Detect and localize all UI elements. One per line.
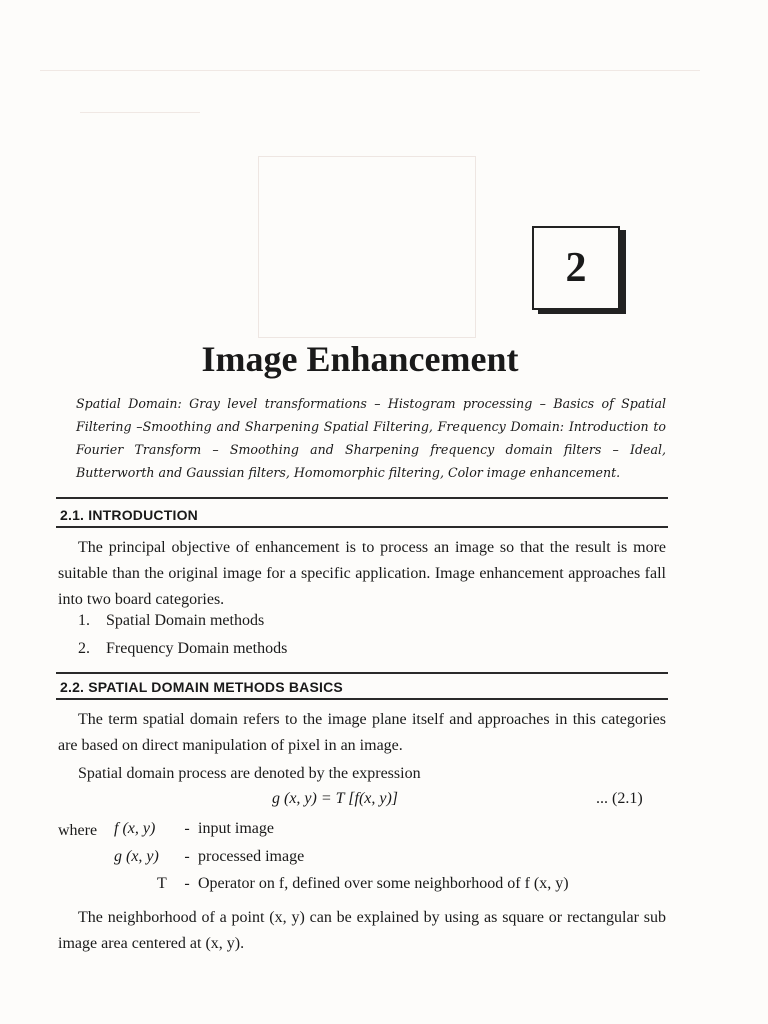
definition-dash: - xyxy=(184,848,190,865)
spatial-paragraph-2: Spatial domain process are denoted by the expression xyxy=(78,765,421,782)
intro-paragraph: The principal objective of enhancement is to process an image so that the result is more suitable than the original image for a specific application. Image enhancement approaches fall into two board categories. xyxy=(58,539,666,608)
list-item-text: Spatial Domain methods xyxy=(106,612,265,629)
section-heading-introduction: 2.1. INTRODUCTION xyxy=(60,507,198,523)
list-item-number: 2. xyxy=(78,640,90,657)
definition-row xyxy=(114,820,274,838)
chapter-title: Image Enhancement xyxy=(201,339,519,379)
section-rule-top xyxy=(56,672,668,674)
definition-symbol: f (x, y) xyxy=(114,820,156,837)
list-item xyxy=(78,640,287,658)
equation: g (x, y) = T [f(x, y)] xyxy=(272,790,399,807)
where-label: where xyxy=(58,822,98,839)
spatial-paragraph-1: The term spatial domain refers to the image plane itself and approaches in this categories are based on direct manipulation of pixel in an image. xyxy=(58,711,666,754)
definition-meaning: processed image xyxy=(198,848,305,865)
bleed-through-line xyxy=(40,70,700,71)
definition-symbol: g (x, y) xyxy=(114,848,159,865)
list-item xyxy=(78,612,264,630)
section-rule-bottom xyxy=(56,526,668,528)
definition-dash: - xyxy=(184,820,190,837)
section-rule-top xyxy=(56,497,668,499)
section-heading-spatial-domain: 2.2. SPATIAL DOMAIN METHODS BASICS xyxy=(60,679,343,695)
equation-number: ... (2.1) xyxy=(596,790,643,807)
chapter-number: 2 xyxy=(565,245,587,291)
list-item-number: 1. xyxy=(78,612,90,629)
definition-meaning: Operator on f, defined over some neighborhood of f (x, y) xyxy=(198,875,569,892)
definition-meaning: input image xyxy=(198,820,274,837)
definition-row xyxy=(114,848,304,866)
section-rule-bottom xyxy=(56,698,668,700)
spatial-paragraph-3: The neighborhood of a point (x, y) can be explained by using as square or rectangular sub image area centered at (x, y). xyxy=(58,909,666,952)
list-item-text: Frequency Domain methods xyxy=(106,640,288,657)
definition-dash: - xyxy=(184,875,190,892)
chapter-number-box xyxy=(532,226,620,310)
bleed-through-line xyxy=(80,112,200,113)
definition-symbol: T xyxy=(157,875,167,892)
bleed-through-figure xyxy=(258,156,476,338)
definition-row xyxy=(157,875,569,893)
chapter-abstract: Spatial Domain: Gray level transformations – Histogram processing – Basics of Spatial Filtering –Smoothing and Sharpening Spatial Filtering, Frequency Domain: Introduction to Fourier Transform – Smoothing and Sharpening frequency domain filters – Ideal, Butterworth and Gaussian filters, Homomorphic filtering, Color image enhancement. xyxy=(76,396,666,480)
